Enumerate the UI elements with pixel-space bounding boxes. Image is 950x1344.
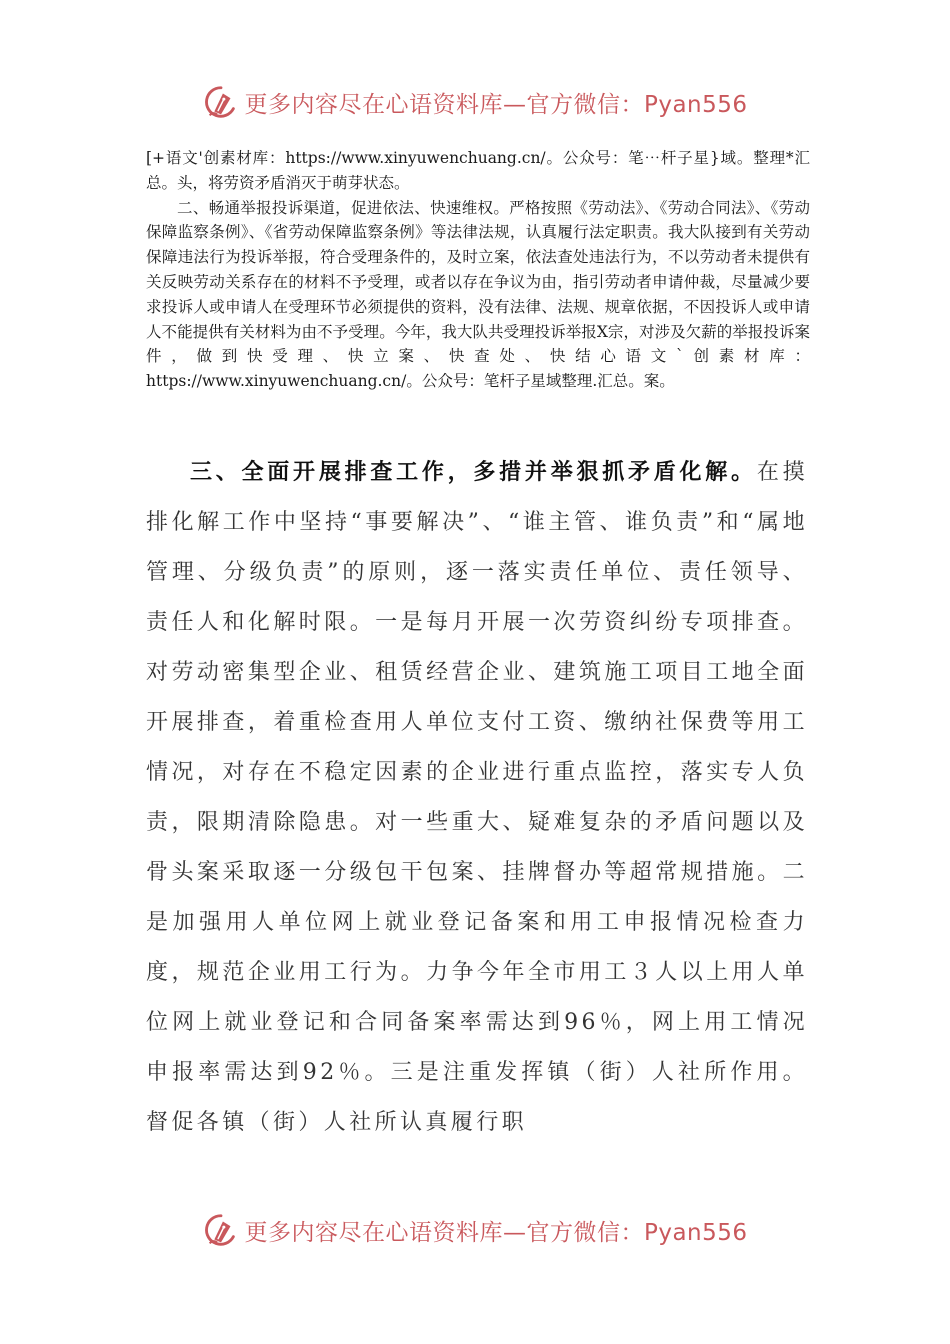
small-paragraph-2: 二、畅通举报投诉渠道，促进依法、快速维权。严格按照《劳动法》、《劳动合同法》、《劳动保障监察条例》、《省劳动保障监察条例》等法律法规，认真履行法定职责。我大队接到有关劳动保障违法行为投诉举报，符合受理条件的，及时立案，依法查处违法行为，不以劳动者未提供有关反映劳动关系存在的材料不予受理，或者以存在争议为由，指引劳动者申请仲裁，尽量减少要求投诉人或申请人在受理环节必须提供的资料，没有法律、法规、规章依据，不因投诉人或申请人不能提供有关材料为由不予受理。今年，我大队共受理投诉举报X宗，对涉及欠薪的举报投诉案件，做到快受理、快立案、快查处、快结心语文`创素材库：https://www.xinyuwenchuang.cn/。公众号：笔杆子星域整理.汇总。案。	[146, 198, 810, 391]
small-paragraph-1: [+语文'创素材库：https://www.xinyuwenchuang.cn/。公众号：笔⋯杆子星}域。整理*汇总。头，将劳资矛盾消灭于萌芽状态。	[146, 149, 810, 192]
header-banner-text: 更多内容尽在心语资料库—官方微信：Pyan556	[244, 91, 748, 118]
section-3-paragraph	[146, 447, 808, 1148]
footer-banner-text: 更多内容尽在心语资料库—官方微信：Pyan556	[244, 1219, 748, 1246]
small-text-block	[146, 146, 810, 394]
pen-nib-circle-icon	[202, 1211, 240, 1249]
header-banner	[0, 80, 950, 124]
footer-banner	[0, 1208, 950, 1252]
section-3-block	[146, 447, 808, 1148]
section-3-body: 在摸排化解工作中坚持“事要解决”、“谁主管、谁负责”和“属地管理、分级负责”的原则，逐一落实责任单位、责任领导、责任人和化解时限。一是每月开展一次劳资纠纷专项排查。对劳动密集型企业、租赁经营企业、建筑施工项目工地全面开展排查，着重检查用人单位支付工资、缴纳社保费等用工情况，对存在不稳定因素的企业进行重点监控，落实专人负责，限期清除隐患。对一些重大、疑难复杂的矛盾问题以及骨头案采取逐一分级包干包案、挂牌督办等超常规措施。二是加强用人单位网上就业登记备案和用工申报情况检查力度，规范企业用工行为。力争今年全市用工３人以上用人单位网上就业登记和合同备案率需达到96％，网上用工情况申报率需达到92％。三是注重发挥镇（街）人社所作用。督促各镇（街）人社所认真履行职	[146, 460, 808, 1135]
section-3-heading: 三、全面开展排查工作，多措并举狠抓矛盾化解。	[190, 459, 757, 485]
pen-nib-circle-icon	[202, 83, 240, 121]
